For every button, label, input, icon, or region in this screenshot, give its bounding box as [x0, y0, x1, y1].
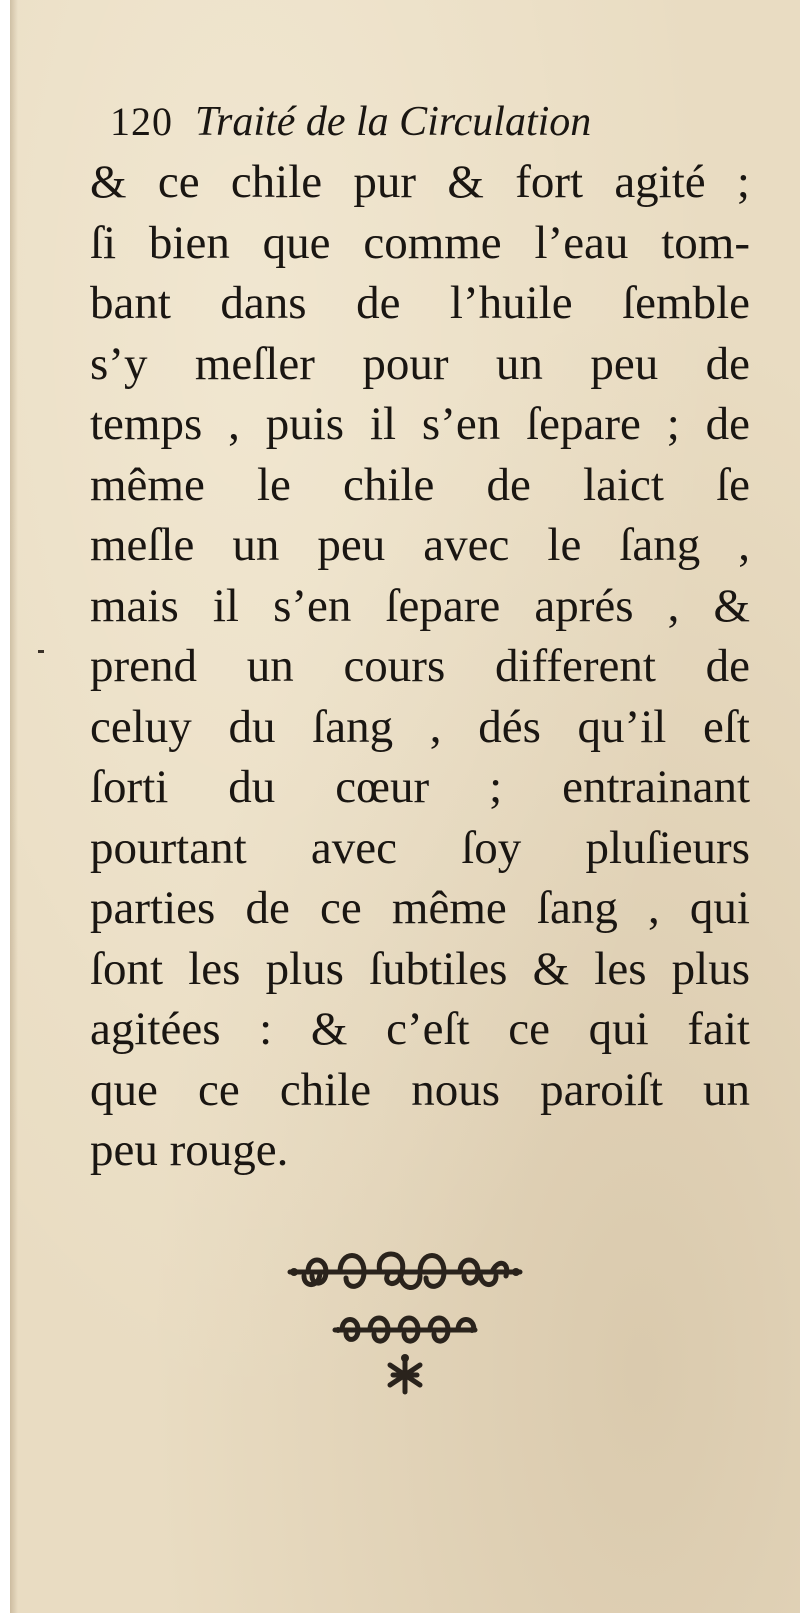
running-header	[110, 98, 591, 158]
text-line: parties de ce même ſang , qui	[90, 882, 750, 934]
text-line: agitées : & c’eſt ce qui fait	[90, 1003, 750, 1055]
body-text	[90, 152, 750, 1181]
text-line: ſi bien que comme l’eau tom-	[90, 216, 750, 269]
text-line: celuy du ſang , dés qu’il eſt	[90, 700, 750, 753]
text-line: meſle un peu avec le ſang ,	[90, 519, 750, 571]
text-line: prend un cours different de	[90, 640, 750, 692]
text-line: ſorti du cœur ; entrainant	[90, 761, 750, 813]
margin-mark	[38, 650, 44, 653]
text-line: bant dans de l’huile ſemble	[90, 277, 750, 329]
text-line: peu rouge.	[90, 1124, 289, 1176]
book-page	[10, 0, 800, 1613]
text-line: s’y meſler pour un peu de	[90, 337, 750, 390]
text-line: mais il s’en ſepare aprés , &	[90, 579, 750, 632]
text-line: temps , puis il s’en ſepare ; de	[90, 398, 750, 450]
text-line: que ce chile nous paroiſt un	[90, 1063, 750, 1116]
text-line: ſont les plus ſubtiles & les plus	[90, 942, 750, 995]
text-line: même le chile de laict ſe	[90, 458, 750, 511]
page-edge-shadow	[10, 0, 18, 1613]
running-title: Traité de la Circulation	[195, 99, 592, 145]
fleuron-tailpiece-icon	[280, 1230, 530, 1400]
page-number: 120	[110, 99, 173, 144]
text-line: pourtant avec ſoy pluſieurs	[90, 821, 750, 874]
text-line: & ce chile pur & fort agité ;	[90, 156, 750, 208]
